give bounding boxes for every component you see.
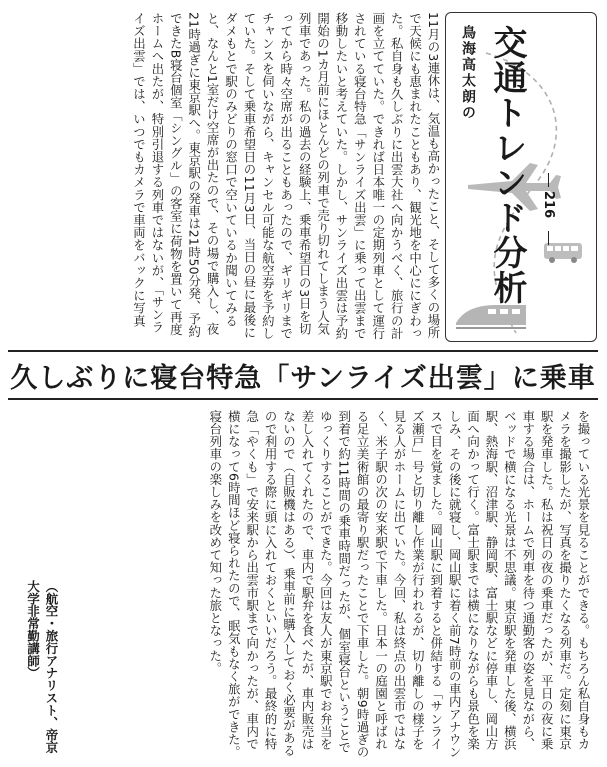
column-episode-number: 216	[541, 191, 556, 219]
article-body-lower: を撮っている光景を見ることができる。もちろん私自身もカメラを撮影したが、写真を撮りたくなる列車だ。定刻に東京駅を発車した。私は祝日の夜の乗車だったが、平日の夜に乗車する場合は、ホームで列車を待つ通勤客の姿を見ながら、ベッドで横になる光景は不思議。東京駅を発車した後、横浜駅、熱海駅、沼津駅、静岡駅、富士駅などに停車し、岡山方面へ向かって行く。富士駅までは横になりながらも景色を楽しみ、その後に就寝し、岡山駅に着く前7時前の車内アナウンスで目を覚ました。岡山駅に到着すると併結する「サンライズ瀬戸」号と切り離し作業が行われるが、切り離しの様子を見る人がホームに出ていた。今回、私は終点の出雲市ではなく、米子駅の次の安来駅で下車した。日本一の庭園と呼ばれる足立美術館の最寄り駅だったことで下車した。朝9時過ぎの到着で約11時間の乗車時間だったが、個室寝台ということでゆっくりすることができた。今回は友人が東京駅でお弁当を差し入れてくれたので、車内で駅弁を食べたが、車内販売はないので（自販機はある）、乗車前に購入しておく必要があるので利用する際に頭に入れておくといいだろう。最終的に特急「やくも」で安来駅から出雲市駅まで向かったが、車内で横になって6時間ほど寝られたので、眠気もなく旅ができた。寝台列車の楽しみを改めて知った旅となった。	[207, 410, 591, 759]
article-body-upper: 11月の3連休は、気温も高かったこと、そして多くの場所で天候にも恵まれたこともあり、観光地を中心ににぎわった。私自身も久しぶりに出雲大社へ向かうべく、旅行の計画を立てていた。できれば日本唯一の定期列車として運行されている寝台特急「サンライズ出雲」に乗って出雲まで移動したいと考えていた。しかし、サンライズ出雲は予約開始の1カ月前にほとんどの列車で売り切れてしまう人気列車であった。私の過去の経験上、乗車希望日の3日を切ってから時々空席が出ることもあったので、ギリギリまでチャンスを伺いながら、キャンセル可能な航空券を予約していた。そして乗車希望日の11月3日、当日の昼に最後にダメもとで駅のみどりの窓口で空いているか聞いてみると、なんと1室だけ空席が出たので、その場で購入し、夜21時過ぎに東京駅へ。東京駅の発車は21時50分発、予約できたB寝台個室「シングル」の客室に荷物を置いて再度ホームへ出たが、特別引退する列車ではないが、「サンライズ出雲」では、いつでもカメラで車両をバックに写真	[131, 12, 441, 340]
column-heading-box	[445, 12, 597, 342]
author-byline: （航空・旅行アナリスト、帝京大学非常勤講師）	[25, 580, 59, 754]
article-headline: 久しぶりに寝台特急「サンライズ出雲」に乗車	[8, 350, 598, 400]
column-series-title: 交通トレンド分析	[487, 25, 527, 305]
episode-rule-bottom	[548, 231, 550, 245]
bus-icon	[544, 243, 582, 263]
episode-rule-top	[548, 173, 550, 187]
train-icon	[456, 305, 526, 329]
column-author: 鳥海高太朗の	[460, 25, 476, 121]
